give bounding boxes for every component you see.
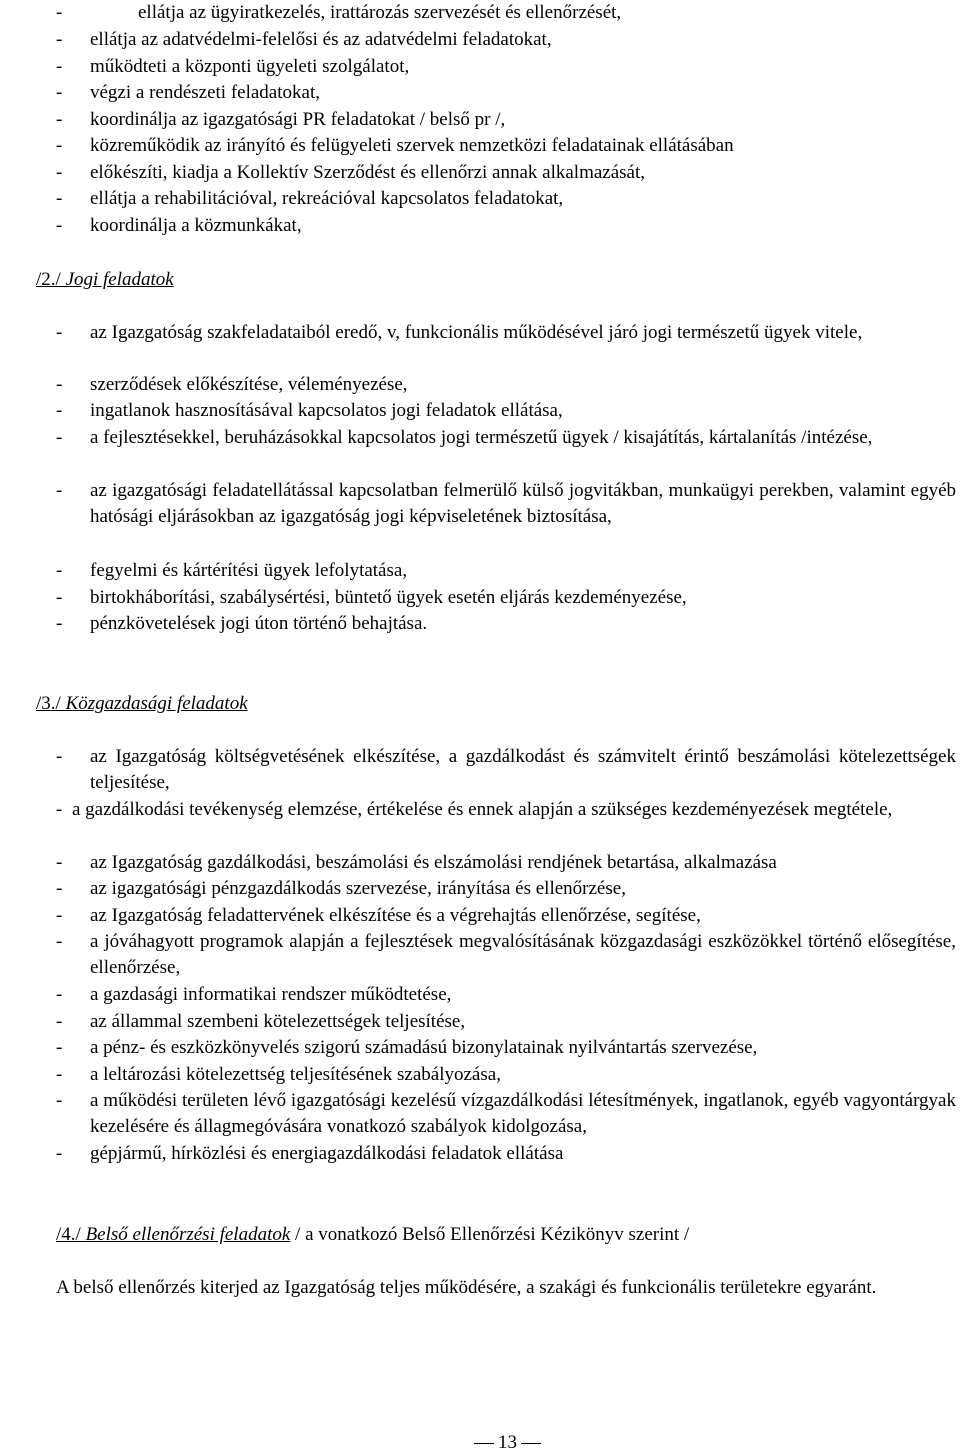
list-item: - működteti a központi ügyeleti szolgálatot, [56, 56, 410, 77]
list-item: - az igazgatósági pénzgazdálkodás szervezése, irányítása és ellenőrzése, [56, 878, 626, 899]
list-item: - birtokháborítási, szabálysértési, büntető ügyek esetén eljárás kezdeményezése, [56, 587, 687, 608]
list-item: - az Igazgatóság költségvetésének elkészítése, a gazdálkodást és számvitelt érintő beszámolási kötelezettségek teljesítése, [56, 746, 956, 793]
list-item: - gépjármű, hírközlési és energiagazdálkodási feladatok ellátása [56, 1143, 564, 1164]
section-heading-kozgazdasagi: /3./ Közgazdasági feladatok [36, 693, 248, 714]
list-item: - a leltározási kötelezettség teljesítésének szabályozása, [56, 1064, 501, 1085]
list-item: - közreműködik az irányító és felügyeleti szervek nemzetközi feladatainak ellátásában [56, 135, 734, 156]
list-item: - végzi a rendészeti feladatokat, [56, 82, 320, 103]
page-number-rule-right [521, 1443, 541, 1444]
section-4-paragraph: A belső ellenőrzés kiterjed az Igazgatóság teljes működésére, a szakági és funkcionális területekre egyaránt. [56, 1277, 877, 1298]
list-item: - az Igazgatóság feladattervének elkészítése és a végrehajtás ellenőrzése, segítése, [56, 905, 701, 926]
list-item: - a fejlesztésekkel, beruházásokkal kapcsolatos jogi természetű ügyek / kisajátítás, kártalanítás /intézése, [56, 427, 873, 448]
list-item: - a gazdasági informatikai rendszer működtetése, [56, 984, 452, 1005]
list-item: - ellátja a rehabilitációval, rekreációval kapcsolatos feladatokat, [56, 188, 564, 209]
list-item: - koordinálja az igazgatósági PR feladatokat / belső pr /, [56, 109, 506, 130]
page-number: 13 [470, 1430, 545, 1456]
list-item: - a pénz- és eszközkönyvelés szigorú számadású bizonylatainak nyilvántartás szervezése, [56, 1037, 758, 1058]
section-heading-jogi: /2./ Jogi feladatok [36, 269, 174, 290]
list-item: - szerződések előkészítése, véleményezése, [56, 374, 408, 395]
list-item: - az igazgatósági feladatellátással kapcsolatban felmerülő külső jogvitákban, munkaügyi perekben, valamint egyéb hatósági eljárásokban az igazgatóság jogi képviseletének biztosítása, [56, 480, 956, 527]
list-item: - a működési területen lévő igazgatósági kezelésű vízgazdálkodási létesítmények, ingatlanok, egyéb vagyontárgyak kezelésére és állagmegóvására vonatkozó szabályok kidolgozása, [56, 1090, 956, 1137]
list-item: - ellátja az ügyiratkezelés, irattározás szervezését és ellenőrzését, [56, 2, 622, 23]
list-item: - az állammal szembeni kötelezettségek teljesítése, [56, 1011, 466, 1032]
list-item: - előkészíti, kiadja a Kollektív Szerződést és ellenőrzi annak alkalmazását, [56, 162, 645, 183]
list-item: - az Igazgatóság szakfeladataiból eredő, v, funkcionális működésével járó jogi természetű ügyek vitele, [56, 322, 863, 343]
page-number-rule-left [474, 1443, 494, 1444]
list-item: - a gazdálkodási tevékenység elemzése, értékelése és ennek alapján a szükséges kezdeményezések megtétele, [56, 799, 893, 820]
list-item: - a jóváhagyott programok alapján a fejlesztések megvalósításának közgazdasági eszközökkel történő elősegítése, ellenőrzése, [56, 931, 956, 978]
list-item: - fegyelmi és kártérítési ügyek lefolytatása, [56, 560, 408, 581]
list-item: - ellátja az adatvédelmi-felelősi és az adatvédelmi feladatokat, [56, 29, 552, 50]
list-item: - koordinálja a közmunkákat, [56, 215, 302, 236]
list-item: - ingatlanok hasznosításával kapcsolatos jogi feladatok ellátása, [56, 400, 563, 421]
section-heading-belso-ellenorzes: /4./ Belső ellenőrzési feladatok / a vonatkozó Belső Ellenőrzési Kézikönyv szerint / [56, 1224, 690, 1245]
list-item: - pénzkövetelések jogi úton történő behajtása. [56, 613, 428, 634]
list-item: - az Igazgatóság gazdálkodási, beszámolási és elszámolási rendjének betartása, alkalmazása [56, 852, 777, 873]
